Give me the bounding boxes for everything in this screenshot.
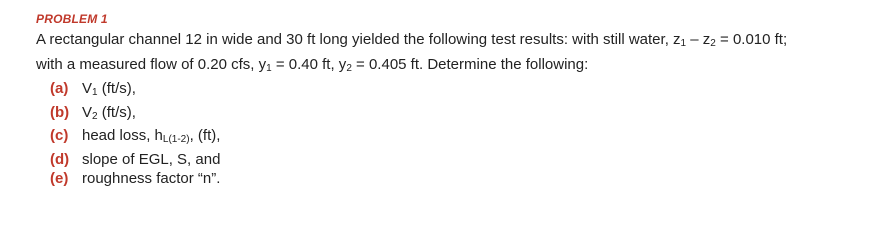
subscript: 2 <box>346 63 352 74</box>
part-letter: (a) <box>50 80 69 97</box>
text-run: roughness factor “n”. <box>82 170 221 187</box>
part-item-d <box>50 150 861 170</box>
text-run: (ft/s), <box>97 80 136 97</box>
part-text <box>82 150 220 170</box>
part-letter: (b) <box>50 103 70 121</box>
text-run: = 0.405 ft. Determine the following: <box>351 56 589 73</box>
part-letter: (d) <box>50 150 70 168</box>
statement-line-1 <box>36 29 861 54</box>
text-run: head loss, h <box>82 127 163 144</box>
part-letter: (e) <box>50 170 69 187</box>
parts-list <box>36 79 861 189</box>
part-item-c <box>50 126 861 150</box>
text-run: with a measured flow of 0.20 cfs, y <box>36 56 267 73</box>
text-run: – z <box>686 31 711 48</box>
subscript: 1 <box>266 63 272 74</box>
subscript: 1 <box>680 38 687 49</box>
subscript: 1 <box>92 87 98 98</box>
subscript: L(1-2) <box>162 134 190 145</box>
text-run: (ft/s), <box>97 103 136 121</box>
part-text <box>82 79 136 103</box>
part-item-a <box>50 79 861 103</box>
text-run: , (ft), <box>189 127 221 144</box>
part-text <box>82 169 220 189</box>
text-run: V <box>82 103 93 121</box>
text-run: V <box>82 80 93 97</box>
problem-statement <box>36 29 861 79</box>
problem-title: PROBLEM 1 <box>36 12 108 26</box>
text-run: = 0.40 ft, y <box>271 56 347 73</box>
text-run: = 0.010 ft; <box>715 31 788 48</box>
statement-line-2 <box>36 54 861 79</box>
problem-document <box>36 12 861 189</box>
subscript: 2 <box>92 110 98 122</box>
part-letter: (c) <box>50 127 69 144</box>
subscript: 2 <box>710 38 716 49</box>
part-item-b <box>50 103 861 127</box>
part-item-e <box>50 169 861 189</box>
part-text <box>82 126 220 150</box>
text-run: A rectangular channel 12 in wide and 30 ft long yielded the following test results: with still water, z <box>36 31 681 48</box>
part-text <box>82 103 136 127</box>
text-run: slope of EGL, S, and <box>82 150 221 168</box>
